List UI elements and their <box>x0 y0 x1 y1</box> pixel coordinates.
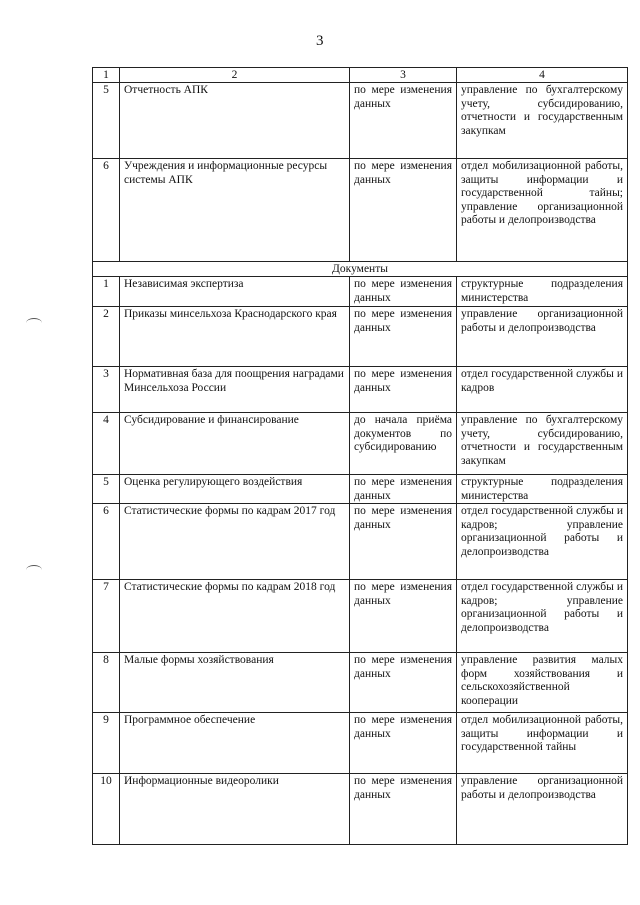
row-responsible: отдел мобилизационной работы, защиты информации и государственной тайны <box>457 713 628 774</box>
table-row <box>93 653 628 713</box>
table-row <box>93 367 628 413</box>
column-header: 4 <box>457 68 628 83</box>
row-term: по мере изменения данных <box>350 713 457 774</box>
row-responsible: управление по бухгалтерскому учету, субсидированию, отчетности и государственным закупкам <box>457 413 628 475</box>
table-row <box>93 774 628 845</box>
row-term: по мере изменения данных <box>350 475 457 504</box>
column-header: 2 <box>120 68 350 83</box>
table-row <box>93 475 628 504</box>
row-term: по мере изменения данных <box>350 159 457 262</box>
table-row <box>93 307 628 367</box>
row-number: 10 <box>93 774 120 845</box>
row-responsible: отдел государственной службы и кадров; управление организационной работы и делопроизводства <box>457 580 628 653</box>
row-term: по мере изменения данных <box>350 504 457 580</box>
row-number: 4 <box>93 413 120 475</box>
row-number: 2 <box>93 307 120 367</box>
row-name: Нормативная база для поощрения наградами Минсельхоза России <box>120 367 350 413</box>
row-name: Статистические формы по кадрам 2017 год <box>120 504 350 580</box>
table-row <box>93 713 628 774</box>
row-name: Оценка регулирующего воздействия <box>120 475 350 504</box>
row-number: 8 <box>93 653 120 713</box>
section-row <box>93 262 628 277</box>
row-responsible: отдел государственной службы и кадров; управление организационной работы и делопроизводства <box>457 504 628 580</box>
row-term: по мере изменения данных <box>350 774 457 845</box>
row-term: по мере изменения данных <box>350 367 457 413</box>
row-name: Независимая экспертиза <box>120 277 350 307</box>
row-responsible: управление развития малых форм хозяйствования и сельскохозяйственной кооперации <box>457 653 628 713</box>
row-term: по мере изменения данных <box>350 83 457 159</box>
table-row <box>93 83 628 159</box>
table-row <box>93 504 628 580</box>
row-responsible: структурные подразделения министерства <box>457 277 628 307</box>
row-name: Малые формы хозяйствования <box>120 653 350 713</box>
row-number: 6 <box>93 159 120 262</box>
row-number: 6 <box>93 504 120 580</box>
column-header: 1 <box>93 68 120 83</box>
row-name: Учреждения и информационные ресурсы системы АПК <box>120 159 350 262</box>
margin-mark <box>26 565 42 575</box>
row-number: 7 <box>93 580 120 653</box>
row-number: 3 <box>93 367 120 413</box>
row-number: 5 <box>93 83 120 159</box>
row-number: 5 <box>93 475 120 504</box>
document-table <box>92 67 628 845</box>
row-responsible: управление организационной работы и делопроизводства <box>457 307 628 367</box>
row-term: по мере изменения данных <box>350 277 457 307</box>
row-term: по мере изменения данных <box>350 580 457 653</box>
row-name: Статистические формы по кадрам 2018 год <box>120 580 350 653</box>
row-responsible: отдел государственной службы и кадров <box>457 367 628 413</box>
page-number: 3 <box>316 33 324 49</box>
table-row <box>93 159 628 262</box>
row-term: до начала приёма документов по субсидированию <box>350 413 457 475</box>
row-term: по мере изменения данных <box>350 653 457 713</box>
row-responsible: управление по бухгалтерскому учету, субсидированию, отчетности и государственным закупкам <box>457 83 628 159</box>
row-number: 1 <box>93 277 120 307</box>
row-responsible: структурные подразделения министерства <box>457 475 628 504</box>
row-term: по мере изменения данных <box>350 307 457 367</box>
row-number: 9 <box>93 713 120 774</box>
row-responsible: управление организационной работы и делопроизводства <box>457 774 628 845</box>
section-title: Документы <box>93 262 628 277</box>
row-name: Отчетность АПК <box>120 83 350 159</box>
row-responsible: отдел мобилизационной работы, защиты информации и государственной тайны; управление организационной работы и делопроизводства <box>457 159 628 262</box>
table-row <box>93 277 628 307</box>
table-row <box>93 413 628 475</box>
table-header-row <box>93 68 628 83</box>
row-name: Приказы минсельхоза Краснодарского края <box>120 307 350 367</box>
column-header: 3 <box>350 68 457 83</box>
margin-mark <box>26 318 42 328</box>
row-name: Программное обеспечение <box>120 713 350 774</box>
row-name: Субсидирование и финансирование <box>120 413 350 475</box>
row-name: Информационные видеоролики <box>120 774 350 845</box>
table-row <box>93 580 628 653</box>
